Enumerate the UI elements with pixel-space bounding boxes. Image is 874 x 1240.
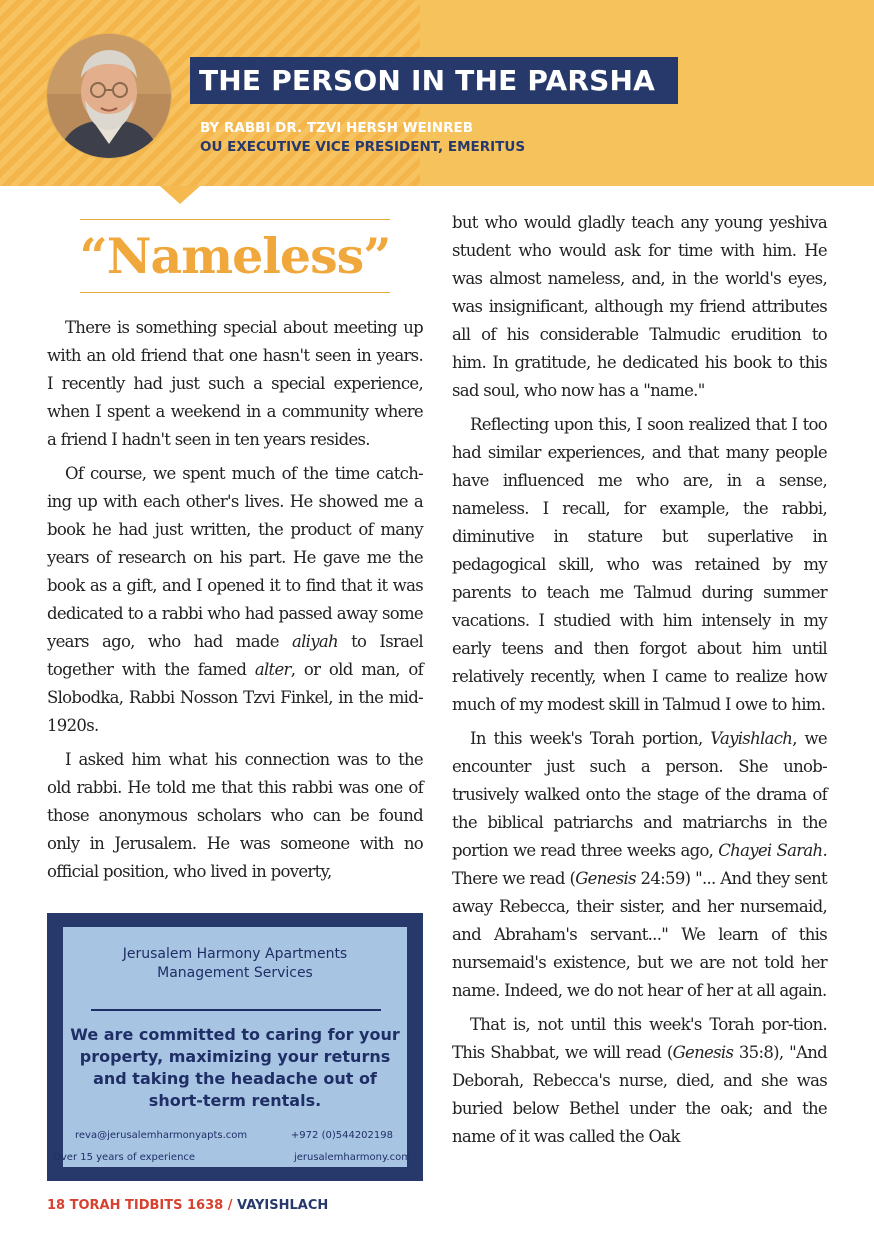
ad-slogan-line: and taking the headache out of: [93, 1069, 377, 1088]
title-rule-bottom: [80, 292, 390, 293]
paragraph: [47, 460, 423, 740]
paragraph: I asked him what his connection was to the old rabbi. He told me that this rabbi was one of those anonymous scholars who can be found only in Jerusalem. He was someone with no official position, who lived in poverty,: [47, 750, 423, 881]
italic-term: Chayei Sarah: [718, 841, 823, 860]
italic-term: aliyah: [291, 632, 338, 651]
page-footer: [47, 1198, 328, 1213]
ad-company-line: Jerusalem Harmony Apartments: [122, 946, 348, 962]
header-notch: [160, 186, 200, 204]
article-title: “Nameless”: [79, 227, 391, 285]
text-run: 24:59) "... And they sent away Rebecca, their sister, and her nursemaid, and Abraham's servant..." We learn of this nursemaid's existence, but we are not told her name. Indeed, we do not hear of her at all again.: [452, 869, 827, 1000]
text-run: 35:8), "And Deborah, Rebecca's nurse, died, and she was buried below Bethel under the oak; and the name of it was called the Oak: [452, 1043, 827, 1146]
footer-page-label: 18 TORAH TIDBITS 1638: [47, 1198, 224, 1213]
italic-term: alter: [254, 660, 291, 679]
text-run: . There we read (: [452, 841, 828, 888]
text-run: , we encounter just such a person. She unob-trusively walked onto the stage of the drama of the biblical patriarchs and matriarchs in the portion we read three weeks ago,: [452, 729, 827, 860]
column-title-box: [190, 57, 678, 104]
paragraph: but who would gladly teach any young yeshiva student who would ask for time with him. He was almost nameless, and, in the world's eyes, was insignificant, although my friend attributes all of his considerable Talmudic erudition to him. In gratitude, he dedicated his book to this sad soul, who now has a "name.": [452, 213, 827, 400]
byline-author: BY RABBI DR. TZVI HERSH WEINREB: [200, 120, 473, 136]
ad-company-name: [63, 945, 407, 983]
author-portrait-icon: [47, 34, 171, 158]
advertisement-panel: [63, 927, 407, 1167]
italic-term: Genesis: [575, 869, 636, 888]
paragraph: [452, 1011, 827, 1151]
ad-divider: [91, 1009, 381, 1011]
text-run: Of course, we spent much of the time catch-ing up with each other's lives. He showed me a book he had just written, the product of many years of research on his part. He gave me the book as a gift, and I opened it to find that it was dedicated to a rabbi who had passed away some years ago, who had made: [47, 464, 423, 651]
ad-phone[interactable]: +972 (0)544202198: [290, 1130, 393, 1141]
text-run: to Israel together with the famed: [47, 632, 423, 679]
paragraph: [452, 725, 827, 1005]
italic-term: Genesis: [672, 1043, 734, 1062]
byline-role: OU EXECUTIVE VICE PRESIDENT, EMERITUS: [200, 139, 526, 155]
italic-term: Vayishlach: [710, 729, 793, 748]
text-run: , or old man, of Slobodka, Rabbi Nosson Tzvi Finkel, in the mid-1920s.: [47, 660, 423, 735]
footer-separator: /: [223, 1198, 238, 1213]
ad-company-line: Management Services: [157, 965, 313, 981]
ad-website-link[interactable]: jerusalemharmony.com: [293, 1152, 411, 1163]
article-column-left: [47, 314, 423, 892]
ad-slogan-line: property, maximizing your returns: [79, 1047, 391, 1066]
paragraph: There is something special about meeting up with an old friend that one hasn't seen in years. I recently had just such a special experience, when I spent a weekend in a community where a friend I hadn't seen in ten years resides.: [47, 318, 423, 449]
column-title: THE PERSON IN THE PARSHA: [199, 64, 656, 97]
advertisement[interactable]: [47, 913, 423, 1181]
text-run: That is, not until this week's Torah por-tion. This Shabbat, we will read (: [452, 1015, 827, 1062]
ad-slogan-line: We are committed to caring for your: [70, 1025, 400, 1044]
footer-parsha: VAYISHLACH: [237, 1198, 329, 1213]
article-column-right: [452, 209, 827, 1157]
ad-slogan-line: short-term rentals.: [148, 1091, 322, 1110]
paragraph: Reflecting upon this, I soon realized that I too had similar experiences, and that many people have influenced me who are, in a sense, nameless. I recall, for example, the rabbi, diminutive in stature but superlative in pedagogical skill, who was retained by my parents to teach me Talmud during summer vacations. I studied with him intensely in my early teens and then forgot about him until relatively recently, when I came to realize how much of my modest skill in Talmud I owe to him.: [452, 415, 827, 714]
text-run: In this week's Torah portion,: [470, 729, 711, 748]
ad-slogan: [63, 1024, 407, 1112]
ad-experience: Over 15 years of experience: [53, 1152, 196, 1163]
title-rule-top: [80, 219, 390, 220]
ad-email-link[interactable]: reva@jerusalemharmonyapts.com: [75, 1130, 248, 1141]
